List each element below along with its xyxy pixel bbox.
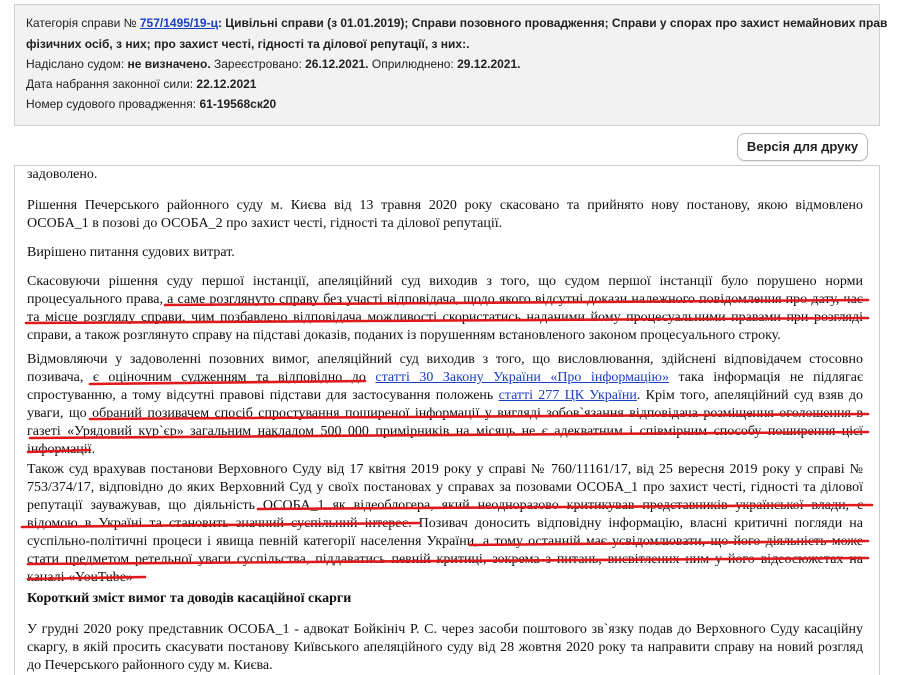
paragraph-fragment: задоволено.	[27, 167, 98, 182]
paragraph-costs: Вирішено питання судових витрат.	[27, 245, 235, 260]
case-category-line: Категорія справи № 757/1495/19-ц: Цивільні справи (з 01.01.2019); Справи позовного провадження; Справи у спорах про захист немайнових прав	[26, 16, 888, 30]
print-version-button[interactable]: Версія для друку	[737, 133, 868, 161]
effective-date-line: Дата набрання законної сили: 22.12.2021	[26, 77, 257, 91]
document-text-frame	[14, 165, 880, 675]
civil-code-article-link[interactable]: статті 277 ЦК України	[498, 388, 637, 403]
paragraph-appeal-reasoning: Скасовуючи рішення суду першої інстанції, апеляційний суд виходив з того, що судом першої інстанції було порушено норми процесуального права, а саме розглянуто справу без участі відповідача, щодо якого відсутні докази належного повідомлення про дату, час та місце розгляду справи, чим позбавлено відповідача можливості скористатись наданими йому процесуальними правами при розгляді справи, а також розглянуто справу на підставі доказів, поданих із порушенням встановленого законом процесуального строку.	[27, 274, 863, 343]
case-meta-panel	[14, 4, 888, 126]
case-category-line-2: фізичних осіб, з них; про захист честі, гідності та ділової репутації, з них:.	[26, 37, 470, 51]
dates-line: Надіслано судом: не визначено. Зареєстровано: 26.12.2021. Оприлюднено: 29.12.2021.	[26, 57, 521, 71]
paragraph-decision: Рішення Печерського районного суду м. Києва від 13 травня 2020 року скасовано та прийнято нову постанову, якою відмовлено ОСОБА_1 в позові до ОСОБА_2 про захист честі, гідності та ділової репутації.	[27, 198, 863, 231]
section-heading: Короткий зміст вимог та доводів касаційної скарги	[27, 591, 352, 606]
case-number-link[interactable]: 757/1495/19-ц	[139, 16, 218, 30]
paragraph-cassation: У грудні 2020 року представник ОСОБА_1 - адвокат Бойкініч Р. С. через засоби поштового зв`язку подав до Верховного Суду касаційну скаргу, в якій просить скасувати постанову Київського апеляційного суду від 28 жовтня 2020 року та направити справу на новий розгляд до Печерського районного суду м. Києва.	[27, 622, 863, 673]
law-on-information-link[interactable]: статті 30 Закону України «Про інформацію»	[375, 370, 669, 385]
paragraph-supreme-court-refs: Також суд врахував постанови Верховного Суду від 17 квітня 2019 року у справі № 760/11161/17, від 25 вересня 2019 року у справі № 753/374/17, відповідно до яких Верховний Суд у своїх постановах у справах за позовами ОСОБА_1 про захист честі, гідності та ділової репутації зауважував, що діяльність ОСОБА_1 як відеоблогера, який неодноразово критикував представників української влади, є відомою в Україні та становить значний суспільний інтерес. Позивач доносить відповідну інформацію, власні критичні погляди на суспільно-політичні процеси і явища певній категорії населення України, а тому останній має усвідомлювати, що його діяльність може стати предметом ретельної уваги суспільства, піддаватись певній критиці, зокрема з питань, висвітлених ним у його відеосюжетах на каналі «YouTube»	[27, 462, 863, 585]
paragraph-refusal: Відмовляючи у задоволенні позовних вимог, апеляційний суд виходив з того, що висловлювання, здійснені відповідачем стосовно позивача, є оціночним судженням та відповідно до статті 30 Закону України «Про інформацію» така інформація не підлягає спростуванню, а тому відсутні правові підстави для застосування положень статті 277 ЦК України. Крім того, апеляційний суд взяв до уваги, що обраний позивачем спосіб спростування поширеної інформації у вигляді зобов`язання відповідача розміщення оголошення в газеті «Урядовий кур`єр» загальним накладом 500 000 примірників на місяць не є адекватним і співмірним способу поширення цієї інформації.	[27, 352, 863, 457]
proceeding-number-line: Номер судового провадження: 61-19568ск20	[26, 97, 277, 111]
